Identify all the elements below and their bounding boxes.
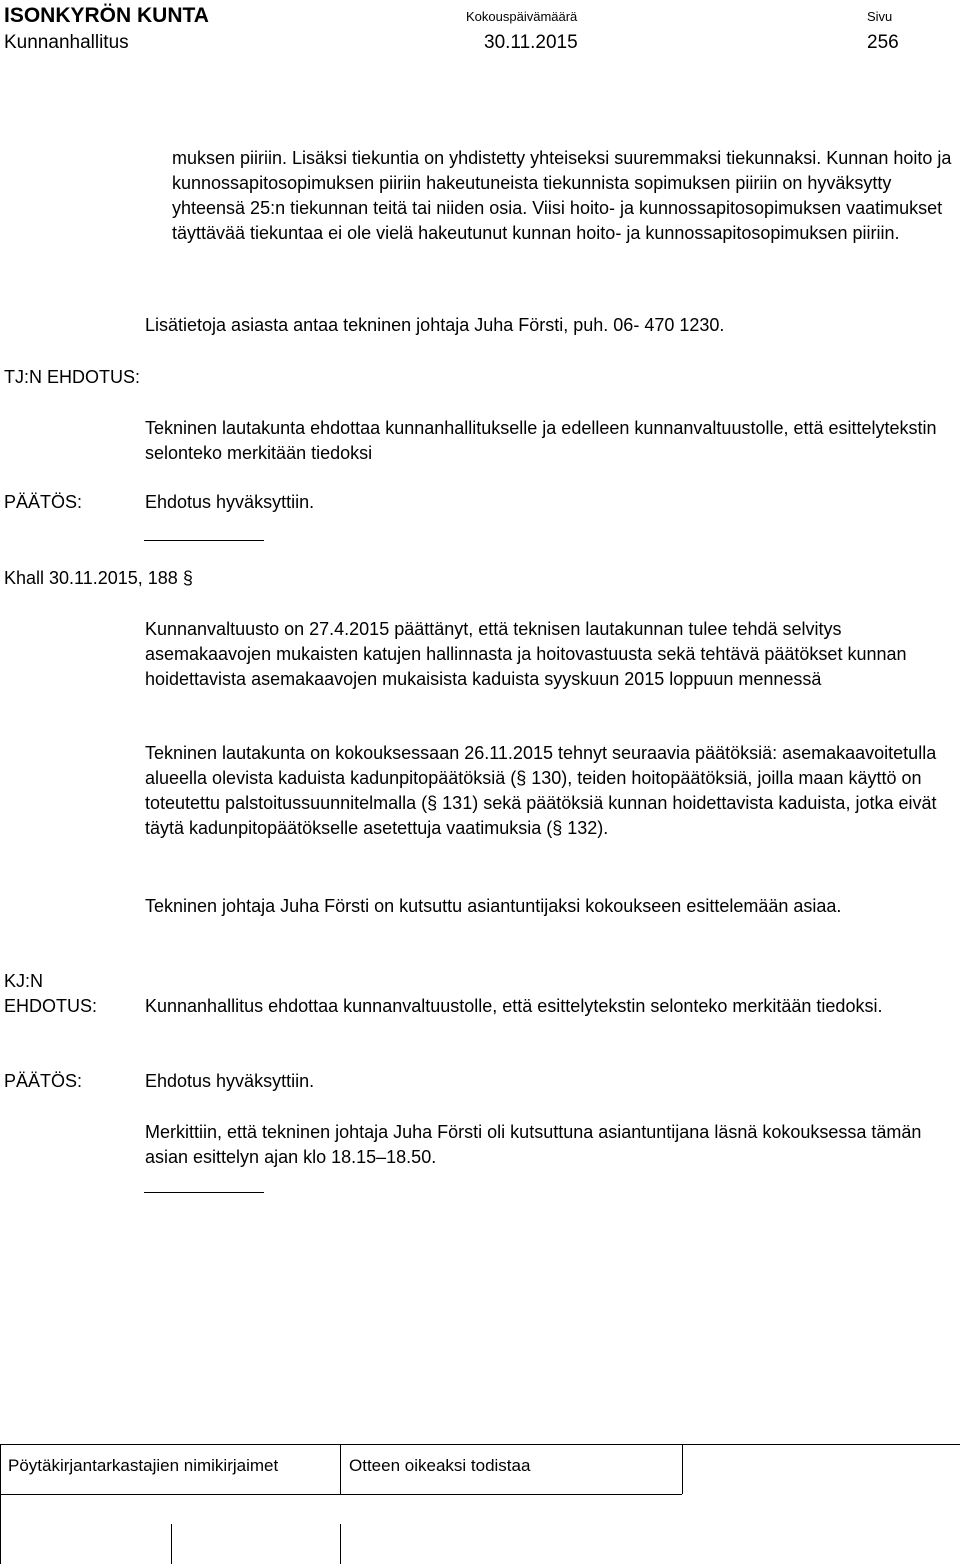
section1-info: Lisätietoja asiasta antaa tekninen johtaja Juha Försti, puh. 06- 470 1230. bbox=[145, 315, 725, 335]
decision2-text: Ehdotus hyväksyttiin. bbox=[145, 1071, 315, 1091]
khall-reference: Khall 30.11.2015, 188 § bbox=[4, 568, 193, 588]
kj-proposal-text: Kunnanhallitus ehdottaa kunnanvaltuustolle, että esittelytekstin selonteko merkitään tiedoksi. bbox=[145, 996, 883, 1016]
meeting-date: 30.11.2015 bbox=[484, 32, 578, 53]
signature-field-divider-1 bbox=[171, 1524, 172, 1564]
section-end-separator bbox=[144, 1192, 264, 1193]
signature-box-top-border bbox=[0, 1444, 960, 1445]
section-separator bbox=[144, 540, 264, 541]
signature-box-left-border bbox=[0, 1444, 1, 1564]
meeting-body: Kunnanhallitus bbox=[4, 32, 129, 53]
tj-proposal-label: TJ:N EHDOTUS: bbox=[4, 367, 141, 387]
decision1-text: Ehdotus hyväksyttiin. bbox=[145, 492, 315, 512]
section2-paragraph-1: Kunnanvaltuusto on 27.4.2015 päättänyt, että teknisen lautakunnan tulee tehdä selvitys asemakaavojen mukaisten katujen hallinnasta ja hoitovastuusta sekä tehtävä päätökset kunnan hoidettavista asemakaavojen mukaisista kaduista syyskuun 2015 loppuun mennessä bbox=[145, 619, 907, 689]
decision1-label: PÄÄTÖS: bbox=[4, 492, 83, 512]
signatures-label: Pöytäkirjantarkastajien nimikirjaimet bbox=[8, 1456, 279, 1475]
signature-box-right-border bbox=[682, 1444, 683, 1494]
signature-box bbox=[0, 1444, 960, 1564]
signature-box-divider bbox=[340, 1444, 341, 1494]
page-number: 256 bbox=[867, 32, 899, 53]
signature-box-mid-border bbox=[0, 1494, 682, 1495]
kj-proposal-label-line1: KJ:N bbox=[4, 971, 44, 991]
section1-paragraph: muksen piiriin. Lisäksi tiekuntia on yhdistetty yhteiseksi suuremmaksi tiekunnaksi. Kunnan hoito ja kunnossapitosopimuksen piiriin hakeutuneista tiekunnista sopimuksen piiriin on hyväksytty yhteensä 25:n tiekunnan teitä tai niiden osia. Viisi hoito- ja kunnossapitosopimuksen vaatimukset täyttävää tiekuntaa ei ole vielä hakeutunut kunnan hoito- ja kunnossapitosopimuksen piiriin. bbox=[172, 148, 952, 243]
decision2-note: Merkittiin, että tekninen johtaja Juha Försti oli kutsuttuna asiantuntijana läsnä kokouksessa tämän asian esittelyn ajan klo 18.15–18.50. bbox=[145, 1122, 922, 1167]
certified-label: Otteen oikeaksi todistaa bbox=[349, 1456, 531, 1475]
kj-proposal-label-line2: EHDOTUS: bbox=[4, 996, 98, 1016]
organization-name: ISONKYRÖN KUNTA bbox=[4, 4, 209, 27]
tj-proposal-text: Tekninen lautakunta ehdottaa kunnanhallitukselle ja edelleen kunnanvaltuustolle, että esittelytekstin selonteko merkitään tiedoksi bbox=[145, 418, 937, 463]
section2-paragraph-3: Tekninen johtaja Juha Försti on kutsuttu asiantuntijaksi kokoukseen esittelemään asiaa. bbox=[145, 896, 842, 916]
date-label: Kokouspäivämäärä bbox=[466, 9, 578, 24]
signature-field-divider-2 bbox=[340, 1524, 341, 1564]
section2-paragraph-2: Tekninen lautakunta on kokouksessaan 26.11.2015 tehnyt seuraavia päätöksiä: asemakaavoitetulla alueella olevista kaduista kadunpitopäätöksiä (§ 130), teiden hoitopäätöksiä, joilla maan käyttö on toteutettu palstoitussuunnitelmalla (§ 131) sekä päätöksiä kunnan hoidettavista kaduista, jotka eivät täytä kadunpitopäätökselle asetettuja vaatimuksia (§ 132). bbox=[145, 743, 937, 838]
page-label: Sivu bbox=[867, 9, 893, 24]
section1-body bbox=[172, 146, 958, 246]
decision2-label: PÄÄTÖS: bbox=[4, 1071, 83, 1091]
